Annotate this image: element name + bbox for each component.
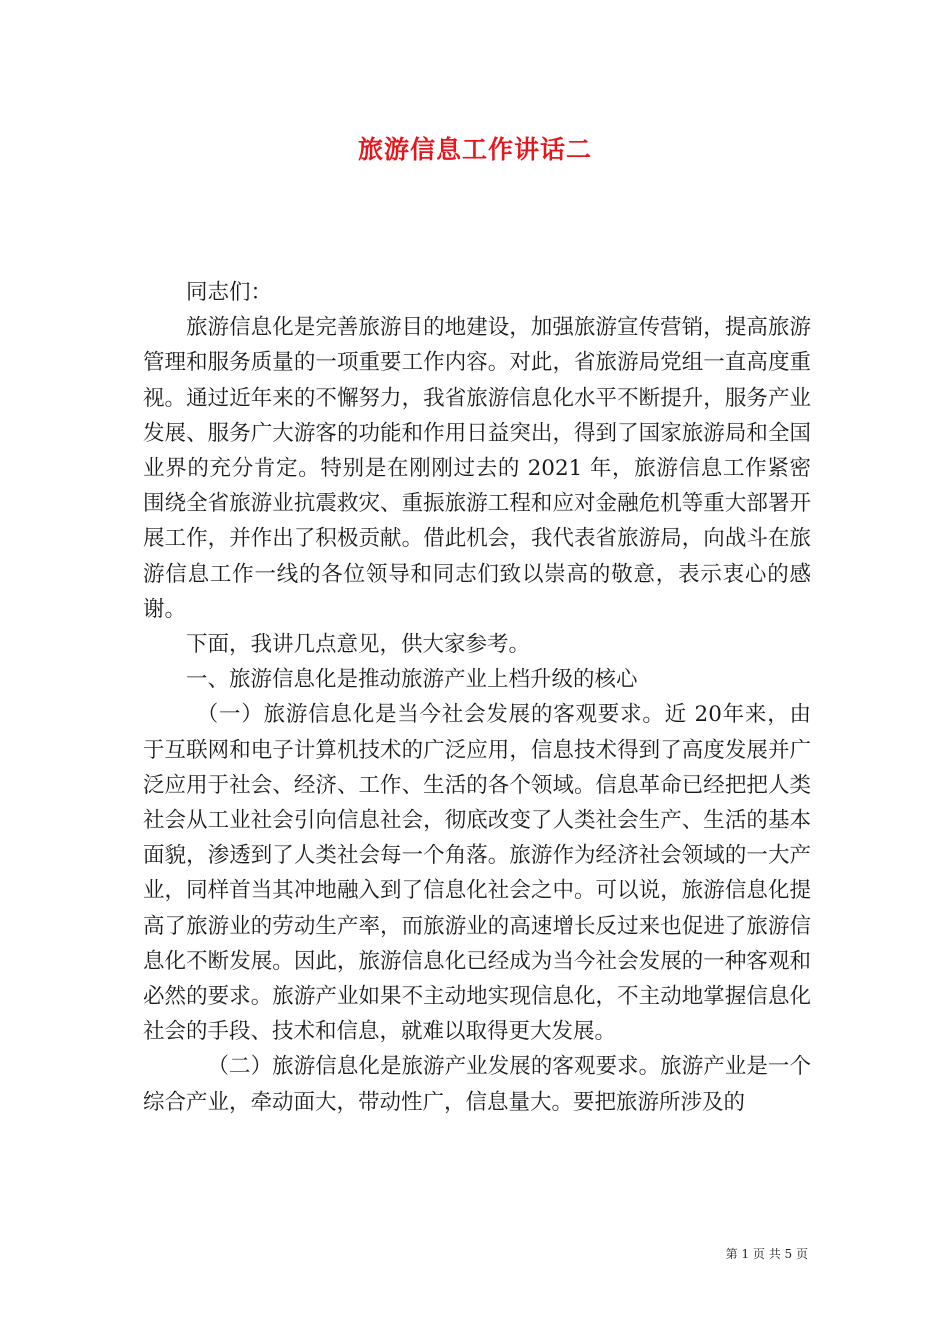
document-title: 旅游信息工作讲话二 bbox=[357, 135, 592, 164]
body-paragraph: 下面，我讲几点意见，供大家参考。 bbox=[186, 632, 531, 658]
salutation-paragraph: 同志们： bbox=[186, 280, 273, 305]
body-paragraph: （二）旅游信息化是旅游产业发展的客观要求。旅游产业是一个综合产业，牵动面大，带动性广，信息量大。要把旅游所涉及的 bbox=[143, 1054, 811, 1115]
section-heading: 一、旅游信息化是推动旅游产业上档升级的核心 bbox=[186, 667, 638, 693]
body-paragraph: （一）旅游信息化是当今社会发展的客观要求。近 20年来，由于互联网和电子计算机技术的广泛应用，信息技术得到了高度发展并广泛应用于社会、经济、工作、生活的各个领域。信息革命已经把把人类社会从工业社会引向信息社会，彻底改变了人类社会生产、生活的基本面貌，渗透到了人类社会每一个角落。旅游作为经济社会领域的一大产业，同样首当其冲地融入到了信息化社会之中。可以说，旅游信息化提高了旅游业的劳动生产率，而旅游业的高速增长反过来也促进了旅游信息化不断发展。因此，旅游信息化已经成为当今社会发展的一种客观和必然的要求。旅游产业如果不主动地实现信息化，不主动地掌握信息化社会的手段、技术和信息，就难以取得更大发展。 bbox=[143, 702, 811, 1045]
body-paragraph: 旅游信息化是完善旅游目的地建设，加强旅游宣传营销，提高旅游管理和服务质量的一项重要工作内容。对此，省旅游局党组一直高度重视。通过近年来的不懈努力，我省旅游信息化水平不断提升，服务产业发展、服务广大游客的功能和作用日益突出，得到了国家旅游局和全国业界的充分肯定。特别是在刚刚过去的 2021 年，旅游信息工作紧密围绕全省旅游业抗震救灾、重振旅游工程和应对金融危机等重大部署开展工作，并作出了积极贡献。借此机会，我代表省旅游局，向战斗在旅游信息工作一线的各位领导和同志们致以崇高的敬意，表示衷心的感谢。 bbox=[143, 315, 811, 622]
page-number: 第 1 页 共 5 页 bbox=[725, 1247, 808, 1261]
document-body bbox=[143, 275, 811, 1120]
